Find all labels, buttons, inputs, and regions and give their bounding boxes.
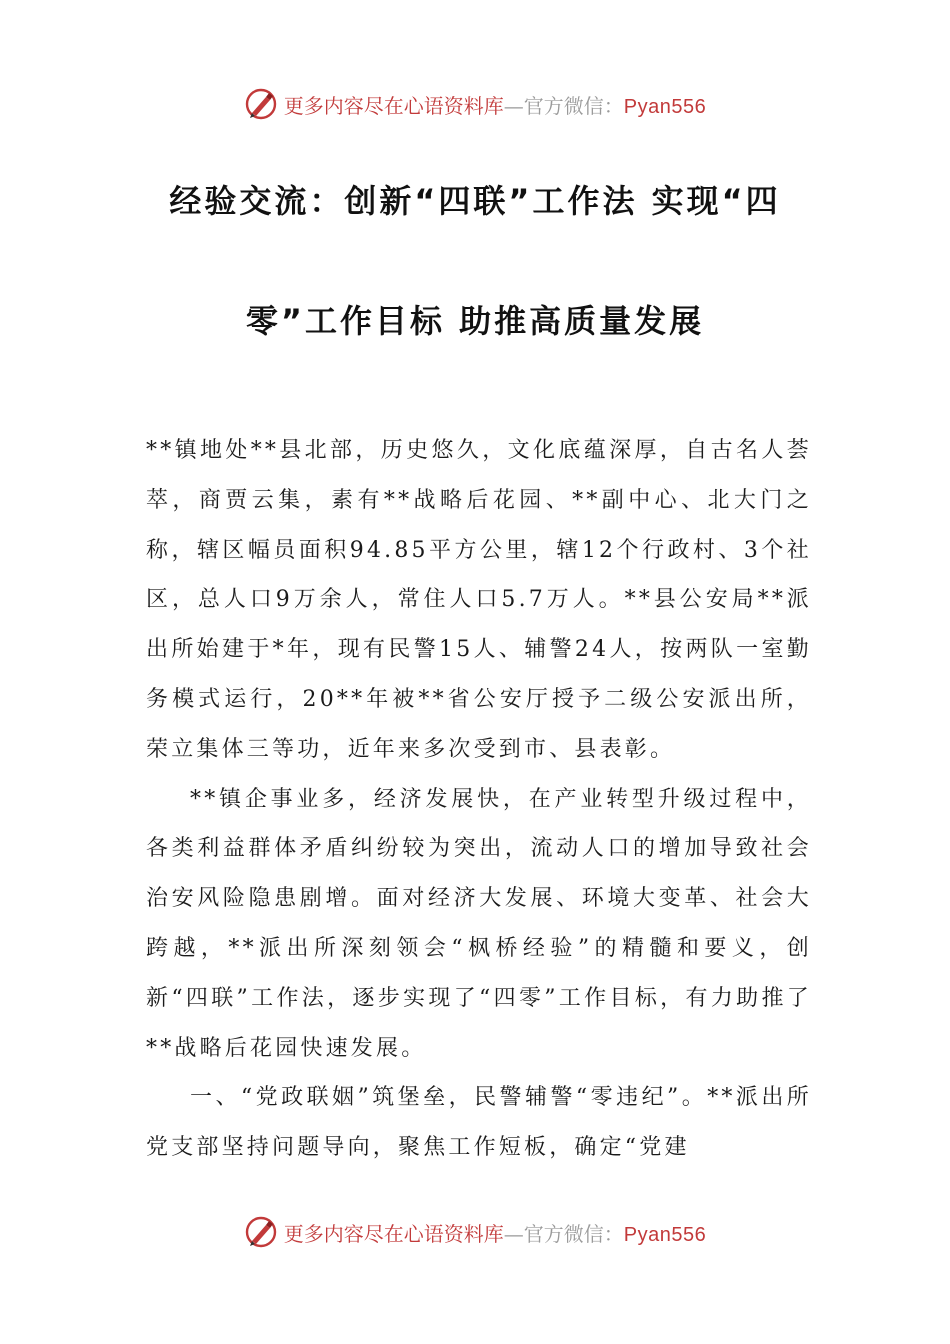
document-title-line2: 零”工作目标 助推高质量发展: [245, 302, 705, 340]
document-body: [146, 426, 812, 1173]
paragraph-3: 一、“党政联姻”筑堡垒，民警辅警“零违纪”。**派出所党支部坚持问题导向，聚焦工作短板，确定“党建: [146, 1085, 812, 1161]
watermark-wechat-id: Pyan556: [623, 95, 707, 118]
pen-logo-icon: [244, 87, 278, 121]
watermark-wechat-label: 官方微信：: [523, 93, 624, 118]
pen-logo-icon: [244, 1215, 278, 1249]
watermark-dash: —: [503, 93, 524, 118]
watermark-wechat-id: Pyan556: [623, 1223, 707, 1246]
document-title-line1: 经验交流：创新“四联”工作法 实现“四: [169, 182, 781, 220]
paragraph-1: **镇地处**县北部，历史悠久，文化底蕴深厚，自古名人荟萃，商贾云集，素有**战略后花园、**副中心、北大门之称，辖区幅员面积94.85平方公里，辖12个行政村、3个社区，总人口9万余人，常住人口5.7万人。**县公安局**派出所始建于*年，现有民警15人、辅警24人，按两队一室勤务模式运行，20**年被**省公安厅授予二级公安派出所，荣立集体三等功，近年来多次受到市、县表彰。: [146, 438, 812, 762]
watermark-text: [284, 1218, 706, 1247]
watermark-banner-bottom: [0, 1212, 950, 1252]
watermark-wechat-label: 官方微信：: [523, 1221, 624, 1246]
paragraph-2: **镇企事业多，经济发展快，在产业转型升级过程中，各类利益群体矛盾纠纷较为突出，流动人口的增加导致社会治安风险隐患剧增。面对经济大发展、环境大变革、社会大跨越，**派出所深刻领会“枫桥经验”的精髓和要义，创新“四联”工作法，逐步实现了“四零”工作目标，有力助推了**战略后花园快速发展。: [146, 786, 812, 1061]
watermark-main-text: 更多内容尽在心语资料库: [283, 1221, 504, 1246]
watermark-dash: —: [503, 1221, 524, 1246]
watermark-text: [284, 90, 706, 119]
watermark-banner-top: [0, 84, 950, 124]
watermark-main-text: 更多内容尽在心语资料库: [283, 93, 504, 118]
